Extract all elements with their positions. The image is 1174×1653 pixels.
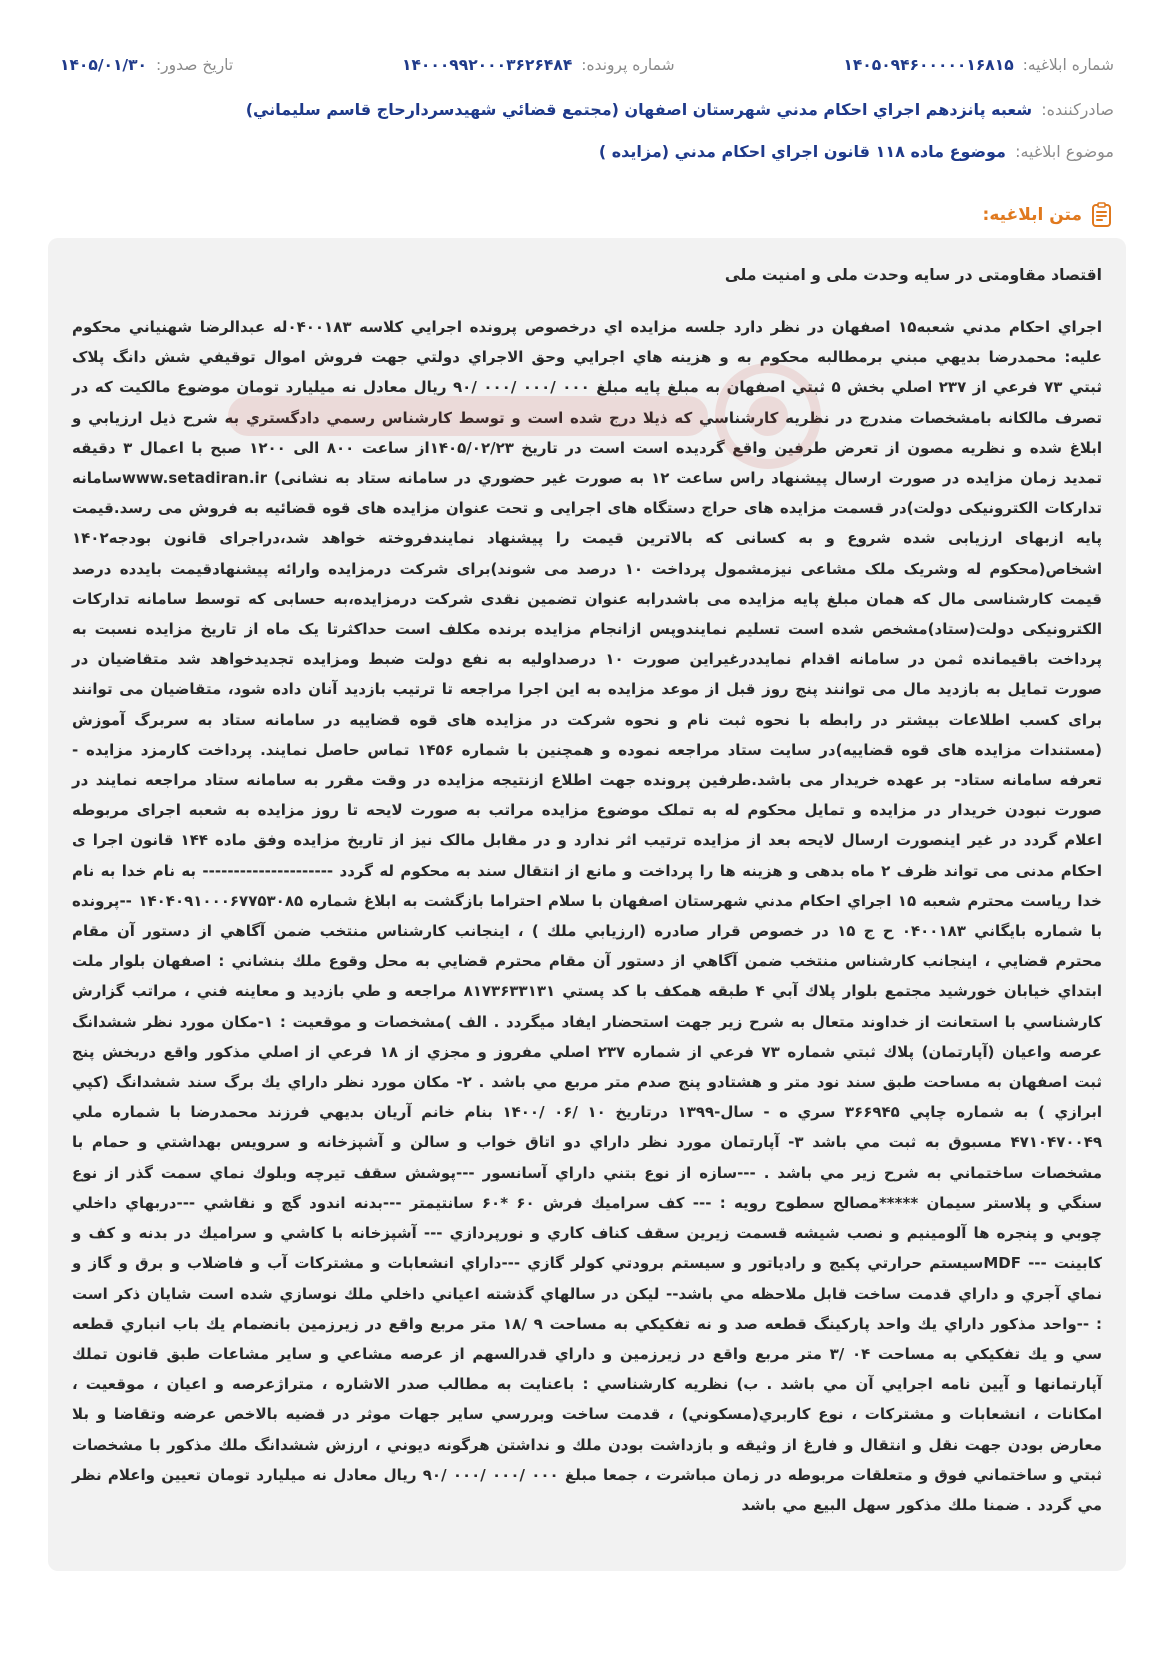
notice-number-value: ۱۴۰۵۰۹۴۶۰۰۰۰۰۱۶۸۱۵ xyxy=(843,56,1014,74)
notice-text-heading-label: متن ابلاغیه: xyxy=(982,205,1082,225)
document-notice-icon xyxy=(1090,202,1114,228)
notice-text-box xyxy=(48,238,1126,1571)
notice-number xyxy=(843,56,1114,74)
notice-meta-row xyxy=(60,56,1114,74)
issuer-value: شعبه پانزدهم اجراي احكام مدني شهرستان اصفهان (مجتمع قضائي شهيدسردارحاج قاسم سليماني) xyxy=(245,100,1033,119)
notice-intro: اقتصاد مقاومتی در سایه وحدت ملی و امنیت ملی xyxy=(724,266,1102,284)
issue-date-value: ۱۴۰۵/۰۱/۳۰ xyxy=(60,56,148,74)
notice-body: اجراي احكام مدني شعبه۱۵ اصفهان در نظر دارد جلسه مزايده اي درخصوص پرونده اجرايي كلاسه ۰۴۰۰۱۸۳له عبدالرضا شهنياني محكوم عليه: محمدرضا بديهي مبني برمطالبه محكوم به و هزينه هاي اجرايي وحق الاجراي دولتي جهت فروش اموال توقيفي شش دانگ پلاک ثبتي ۷۳ فرعي از ۲۳۷ اصلي بخش ۵ ثبتي اصفهان به مبلغ پايه مبلغ ۰۰۰ /۰۰۰ /۰۰۰ /۹۰ ريال معادل نه ميليارد تومان موضوع مالكيت كه در تصرف مالكانه بامشخصات مندرج در نظريه كارشناسي كه ذيلا درج شده است و توسط كارشناس رسمي دادگستري به شرح ذيل ارزيابي و ابلاغ شده و نظريه مصون از تعرض طرفين واقع گرديده است است در تاريخ ۱۴۰۵/۰۲/۲۳از ساعت ۸۰۰ الی ۱۲۰۰ صبح با اعمال ۳ دقيقه تمديد زمان مزايده در صورت ارسال پيشنهاد راس ساعت ۱۲ به صورت غير حضوري در سامانه ستاد به نشانی) www.setadiran.irسامانه تداركات الكترونيكی دولت)در قسمت مزايده های حراج دستگاه های اجرايی و تحت عنوان مزايده های قوه قضائيه به فروش می رسد.قيمت پايه ازبهای ارزيابی شده شروع و به كسانی كه بالاترين قيمت را پيشنهاد نمايندفروخته خواهد شد،دراجرای قانون بودجه۱۴۰۲ اشخاص(محكوم له وشريک ملک مشاعی نيزمشمول پرداخت ۱۰ درصد می شوند)برای شركت درمزايده وارائه پيشنهادقيمت بايدده درصد قيمت كارشناسی مال كه همان مبلغ پايه مزايده می باشدرابه عنوان تضمين نقدی شركت درمزايده،به حسابی كه توسط سامانه تداركات الكترونيكی دولت(ستاد)مشخص شده است تسليم نمايندوپس ازانجام مزايده برنده مكلف است حداكثرتا يک ماه از تاريخ مزايده نسبت به پرداخت باقيمانده ثمن در سامانه اقدام نمايددرغيراين صورت ۱۰ درصداوليه به نفع دولت ضبط ومزايده تجديدخواهد شد متقاضيان در صورت تمايل به بازديد مال می توانند پنج روز قبل از موعد مزايده به اين اجرا مراجعه تا ترتيب بازديد آنان داده شود، متقاضيان می توانند برای كسب اطلاعات بيشتر در رابطه با نحوه ثبت نام و نحوه شركت در مزايده های قوه قضاييه در سامانه ستاد به سربرگ آموزش (مستندات مزايده های قوه قضاييه)در سايت ستاد مراجعه نموده و همچنين با شماره ۱۴۵۶ تماس حاصل نمايند. پرداخت كارمزد مزايده - تعرفه سامانه ستاد- بر عهده خريدار می باشد.طرفين پرونده جهت اطلاع ازنتيجه مزايده در وقت مقرر به سامانه ستاد مراجعه نمايند در صورت نبودن خريدار در مزايده و تمايل محكوم له به تملک موضوع مزايده مراتب به صورت لايحه تا روز مزايده به شعبه اجرای مربوطه اعلام گردد در غير اينصورت ارسال لايحه بعد از مزايده ترتيب اثر ندارد و در مقابل مالک نيز از تاريخ مزايده وفق ماده ۱۴۴ قانون اجرا ی احكام مدنی می تواند ظرف ۲ ماه بدهی و هزينه ها را پرداخت و مانع از انتقال سند به محكوم له گردد --------------------- به نام خدا به نام خدا رياست محترم شعبه ۱۵ اجراي احكام مدني شهرستان اصفهان با سلام احتراما بازگشت به ابلاغ شماره ۱۴۰۴۰۹۱۰۰۰۶۷۷۵۳۰۸۵ --پرونده با شماره بايگاني ۰۴۰۰۱۸۳ ح ج ۱۵ در خصوص قرار صادره (ارزيابي ملك ) ، اينجانب كارشناس منتخب ضمن آگاهي از دستور آن مقام محترم قضايي ، اينجانب كارشناس منتخب ضمن آگاهي از دستور آن مقام محترم قضايي به محل وقوع ملك بنشاني : اصفهان بلوار ملت ابتداي خيابان خورشيد مجتمع بلوار پلاك آبي ۴ طبقه همكف با كد پستي ۸۱۷۳۶۳۳۱۳۱ مراجعه و طي بازديد و معاينه فني ، مراتب گزارش كارشناسي با استعانت از خداوند متعال به شرح زير جهت استحضار ايفاد ميگردد . الف )مشخصات و موقعيت : ۱-مكان مورد نظر ششدانگ عرصه واعيان (آپارتمان) پلاك ثبتي شماره ۷۳ فرعي از شماره ۲۳۷ اصلي مفروز و مجزي از ۱۸ فرعي از اصلي مذكور واقع دربخش پنج ثبت اصفهان به مساحت طبق سند نود متر و هشتادو پنج صدم متر مربع مي باشد . ۲- مكان مورد نظر داراي يك برگ سند ششدانگ (كپي ابرازي ) به شماره چاپي ۳۶۶۹۴۵ سري ه - سال-۱۳۹۹ درتاريخ ۱۰ /۰۶ /۱۴۰۰ بنام خانم آريان بديهي فرزند محمدرضا با شماره ملي ۴۷۱۰۴۷۰۰۴۹ مسبوق به ثبت مي باشد ۳- آپارتمان مورد نظر داراي دو اتاق خواب و سالن و آشپزخانه و سرويس بهداشتي و حمام با مشخصات ساختماني به شرح زير مي باشد . ---سازه از نوع بتني داراي آسانسور ---پوشش سقف تيرچه وبلوك نماي سمت گذر از نوع سنگي و پلاستر سيمان *****مصالح سطوح رويه : --- كف سراميك فرش ۶۰ *۶۰ سانتيمتر ---بدنه اندود گچ و نقاشي ---دربهاي داخلي چوبي و پنجره ها آلومينيم و نصب شيشه قسمت زيرين سقف كناف كاري و نورپردازي --- آشپزخانه با كاشي و سراميك در بدنه و كف و كابينت --- MDFسيستم حرارتي پكيج و رادياتور و سيستم برودتي كولر گازي ---داراي انشعابات و مشتركات آب و فاضلاب و برق و گاز و نماي آجري و داراي قدمت ساخت قابل ملاحظه مي باشد-- ليكن در سالهاي گذشته اعياني داخلي ملك نوسازي شده است شايان ذكر است : --واحد مذكور داراي يك واحد پاركينگ قطعه صد و نه تفكيكي به مساحت ۹ /۱۸ متر مربع واقع در زيرزمين بانضمام يك باب انباري قطعه سي و يك تفكيكي به مساحت ۰۴ /۳ متر مربع واقع در زيرزمين و داراي قدرالسهم از عرصه مشاعي و ساير مشاعات طبق قانون تملك آپارتمانها و آيين نامه اجرايي آن مي باشد . ب) نظريه كارشناسي : باعنايت به مطالب صدر الاشاره ، متراژعرصه و اعيان ، موقعيت ، امكانات ، انشعابات و مشتركات ، نوع كاربري(مسكوني) ، قدمت ساخت وبررسي ساير جهات موثر در قضيه بالاخص عرضه وتقاضا و بلا معارض بودن جهت نقل و انتقال و فارغ از وثيقه و بازداشت بودن ملك و نداشتن هرگونه ديوني ، ارزش ششدانگ ملك مذكور با مشخصات ثبتي و ساختماني فوق و متعلقات مربوطه در زمان مباشرت ، جمعا مبلغ ۰۰۰ /۰۰۰ /۰۰۰ /۹۰ ريال معادل نه ميليارد تومان تعيين واعلام نظر مي گردد . ضمنا ملك مذكور سهل البيع مي باشد xyxy=(72,318,1103,1514)
issuer-line xyxy=(60,100,1114,119)
case-number xyxy=(402,56,675,74)
notice-number-label: شماره ابلاغیه: xyxy=(1022,56,1114,74)
issue-date-label: تاریخ صدور: xyxy=(155,56,234,74)
case-number-label: شماره پرونده: xyxy=(581,56,675,74)
subject-line xyxy=(60,142,1114,161)
case-number-value: ۱۴۰۰۰۹۹۲۰۰۰۳۶۲۶۴۸۴ xyxy=(402,56,573,74)
notice-text-heading xyxy=(983,202,1114,228)
subject-value: موضوع ماده ۱۱۸ قانون اجراي احكام مدني (مزايده ) xyxy=(598,142,1006,161)
issue-date xyxy=(60,56,233,74)
issuer-label: صادرکننده: xyxy=(1041,100,1114,119)
subject-label: موضوع ابلاغیه: xyxy=(1015,142,1114,161)
